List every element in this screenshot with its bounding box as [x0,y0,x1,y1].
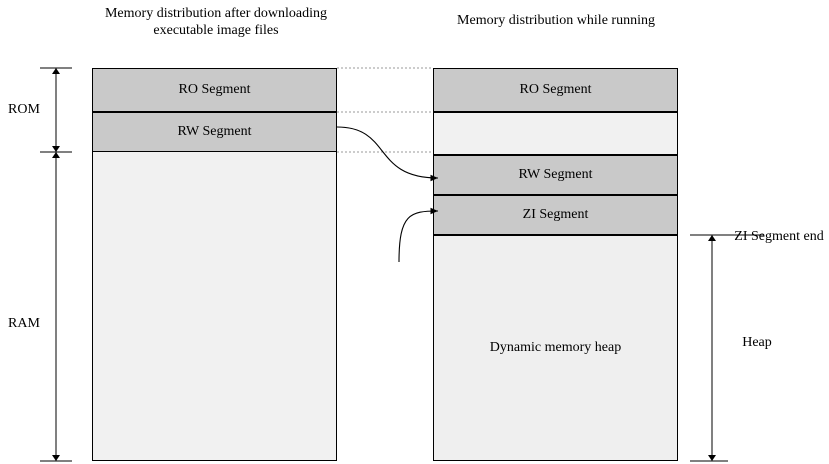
right-diagram-title: Memory distribution while running [457,13,655,28]
right-heap-segment-label: Dynamic memory heap [489,340,622,355]
zi-mapping-arrow [399,211,438,262]
rom-bracket [40,68,72,152]
rom-range-label: ROM [8,102,40,117]
zi-segment-end-label: ZI Segment end [734,229,824,244]
alignment-guides [337,68,433,152]
ram-bracket [40,152,72,461]
heap-bracket [690,235,728,461]
right-rw-segment-label: RW Segment [518,167,593,182]
left-diagram-title: Memory distribution after downloading executable image files [104,6,328,38]
right-zi-segment-label: ZI Segment [522,207,589,222]
right-ro-segment-label: RO Segment [519,82,592,97]
left-ro-segment-label: RO Segment [178,82,251,97]
left-rw-segment-label: RW Segment [177,124,252,139]
heap-range-label: Heap [742,335,772,350]
ram-range-label: RAM [8,316,40,331]
